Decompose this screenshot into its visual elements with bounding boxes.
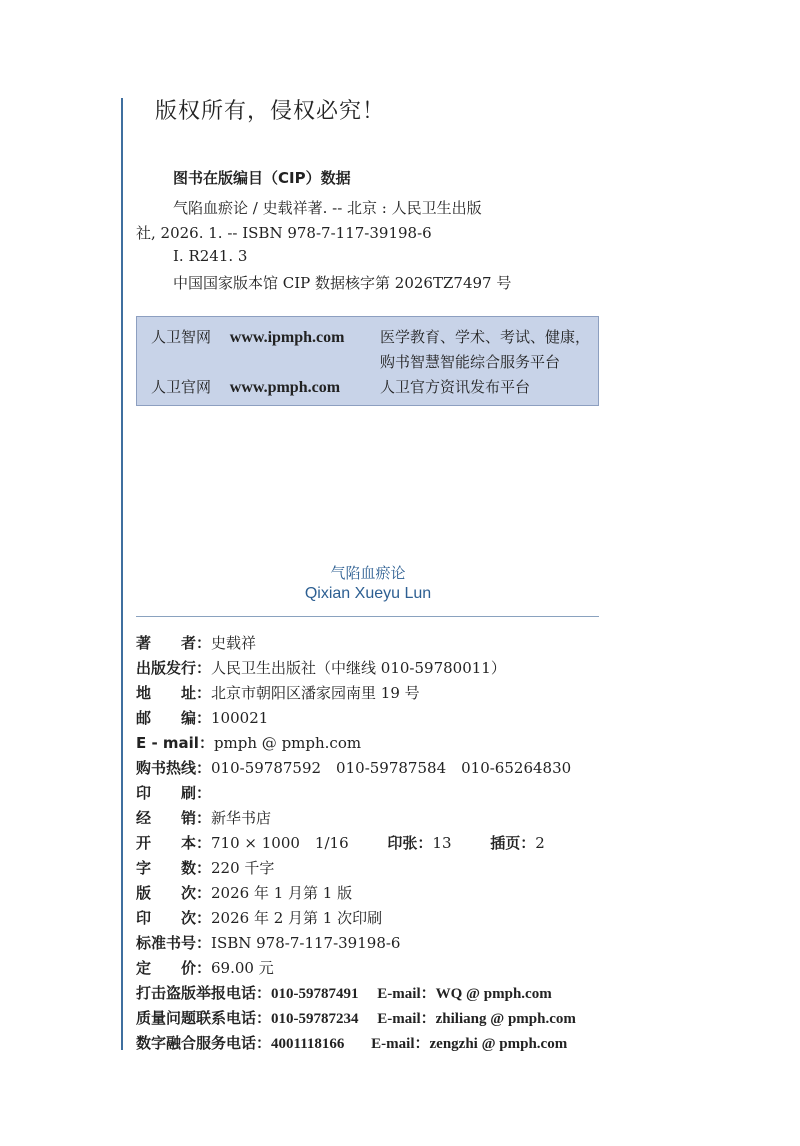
info-row-hotline xyxy=(136,757,571,778)
info-row-printing xyxy=(136,907,382,928)
field-label: 邮 编： xyxy=(136,709,212,727)
cip-title: 图书在版编目（CIP）数据 xyxy=(173,169,351,187)
info-row-format xyxy=(136,832,545,853)
field-label: 经 销： xyxy=(136,809,212,827)
field-label: 字 数： xyxy=(136,859,212,877)
website-info-box xyxy=(136,316,599,406)
info-row-price xyxy=(136,957,274,978)
website-desc: 医学教育、学术、考试、健康， xyxy=(380,328,591,346)
website-url-link[interactable]: www.ipmph.com xyxy=(229,329,345,346)
field-value: 710 × 1000 1/16 xyxy=(211,834,349,852)
info-row-quality xyxy=(136,1007,576,1028)
field-label: 印 次： xyxy=(136,909,212,927)
cip-line: Ⅰ. R241. 3 xyxy=(173,247,248,265)
field-label: 开 本： xyxy=(136,834,212,852)
field-label: 质量问题联系电话： xyxy=(136,1009,272,1027)
field-value: 100021 xyxy=(211,709,269,727)
info-row-distributor xyxy=(136,807,271,828)
info-row-printer xyxy=(136,782,211,803)
website-row-ipmph xyxy=(151,326,344,347)
field-value: 北京市朝阳区潘家园南里 19 号 xyxy=(211,684,420,702)
website-label: 人卫官网 xyxy=(151,378,212,396)
info-row-edition xyxy=(136,882,352,903)
website-url-link[interactable]: www.pmph.com xyxy=(229,379,341,396)
field-value: 2026 年 1 月第 1 版 xyxy=(211,884,353,902)
website-label: 人卫智网 xyxy=(151,328,212,346)
field-value: 人民卫生出版社（中继线 010-59780011） xyxy=(211,659,506,677)
field-value: 4001118166 xyxy=(271,1036,345,1052)
cip-line: 中国国家版本馆 CIP 数据核字第 2026TZ7497 号 xyxy=(173,274,512,292)
field-value: 新华书店 xyxy=(211,809,272,827)
cip-line: 社, 2026. 1. -- ISBN 978-7-117-39198-6 xyxy=(136,224,432,242)
field-label: 版 次： xyxy=(136,884,212,902)
field-value: ISBN 978-7-117-39198-6 xyxy=(211,934,401,952)
email-link[interactable]: zhiliang @ pmph.com xyxy=(435,1011,576,1027)
field-value: 010-59787234 xyxy=(271,1011,359,1027)
info-row-piracy xyxy=(136,982,552,1003)
copyright-notice: 版权所有，侵权必究！ xyxy=(155,99,386,124)
field-value: 010-59787592 010-59787584 010-65264830 xyxy=(211,759,572,777)
email-link[interactable]: pmph @ pmph.com xyxy=(213,734,362,752)
field-label: 标准书号： xyxy=(136,934,212,952)
info-row-zip xyxy=(136,707,268,728)
field-value: 13 xyxy=(432,834,452,852)
field-label: 地 址： xyxy=(136,684,212,702)
field-label: E-mail： xyxy=(377,1011,436,1027)
info-row-author xyxy=(136,632,256,653)
info-row-email xyxy=(136,732,361,753)
field-label: E-mail： xyxy=(377,986,436,1002)
info-row-publisher xyxy=(136,657,506,678)
info-row-isbn xyxy=(136,932,400,953)
title-divider xyxy=(136,616,599,617)
field-value: 史载祥 xyxy=(211,634,257,652)
info-row-address xyxy=(136,682,420,703)
field-label: 著 者： xyxy=(136,634,212,652)
info-row-digital xyxy=(136,1032,567,1053)
field-label: 印 刷： xyxy=(136,784,212,802)
field-label: 插页： xyxy=(490,834,536,852)
field-label: E-mail： xyxy=(371,1036,430,1052)
website-desc: 人卫官方资讯发布平台 xyxy=(380,378,531,396)
field-value: 2 xyxy=(535,834,545,852)
website-row-pmph xyxy=(151,376,340,397)
field-value: 2026 年 2 月第 1 次印刷 xyxy=(211,909,383,927)
field-value: 220 千字 xyxy=(211,859,275,877)
field-label: 打击盗版举报电话： xyxy=(136,984,272,1002)
book-title: 气陷血瘀论 xyxy=(330,564,406,582)
info-row-words xyxy=(136,857,274,878)
field-label: 出版发行： xyxy=(136,659,212,677)
cip-line: 气陷血瘀论 / 史载祥著. -- 北京 : 人民卫生出版 xyxy=(173,199,482,217)
book-title-pinyin: Qixian Xueyu Lun xyxy=(304,585,432,602)
field-value: 69.00 元 xyxy=(211,959,274,977)
field-label: E - mail： xyxy=(136,734,214,752)
field-label: 购书热线： xyxy=(136,759,212,777)
field-label: 印张： xyxy=(387,834,433,852)
email-link[interactable]: WQ @ pmph.com xyxy=(435,986,552,1002)
field-label: 数字融合服务电话： xyxy=(136,1034,272,1052)
field-label: 定 价： xyxy=(136,959,212,977)
website-desc: 购书智慧智能综合服务平台 xyxy=(380,353,561,371)
email-link[interactable]: zengzhi @ pmph.com xyxy=(429,1036,568,1052)
field-value: 010-59787491 xyxy=(271,986,359,1002)
